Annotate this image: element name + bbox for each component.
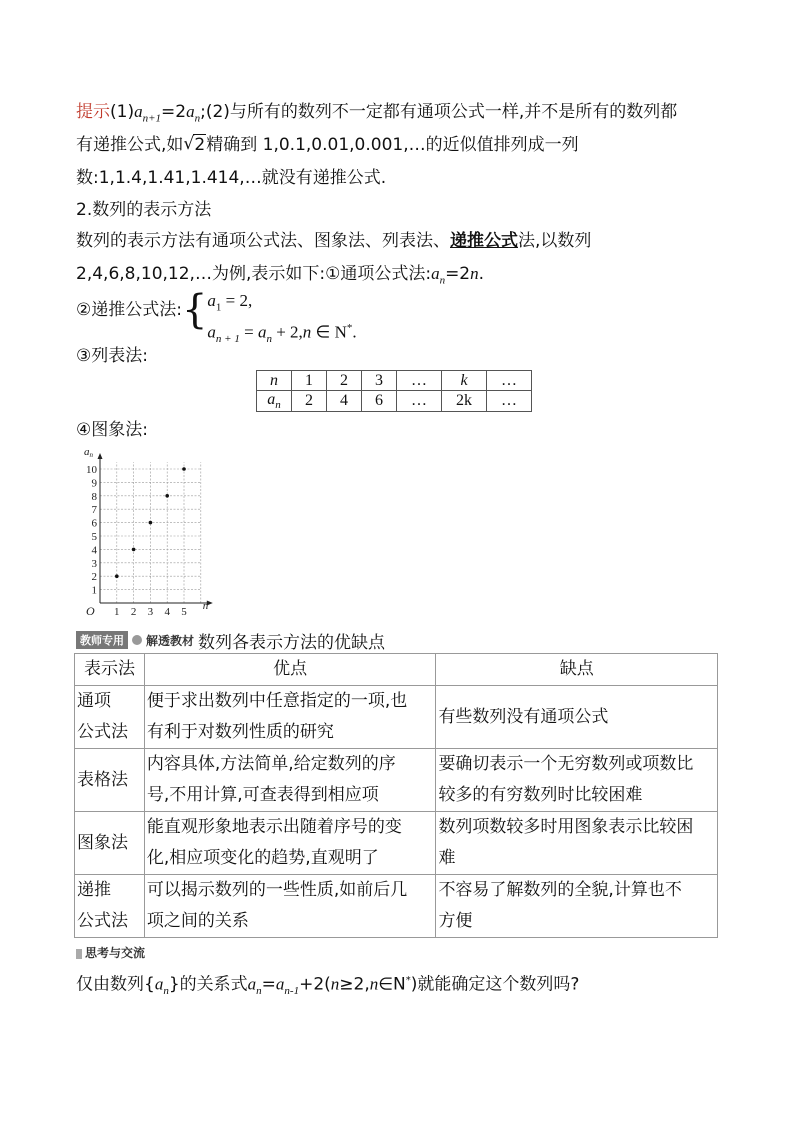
y-tick-label: 7 [91,504,97,517]
teacher-tag: 教师专用 [76,631,128,649]
bold-keyword: 递推公式 [450,231,518,251]
table-row: 递推 公式法 可以揭示数列的一些性质,如前后几 项之间的关系 不容易了解数列的全貌,计算也不 方便 [75,875,718,938]
y-axis-label: an [84,446,93,459]
y-tick-label: 4 [91,544,97,557]
x-tick-label: 5 [181,606,187,618]
table-row: n 1 2 3 … k … [257,371,532,391]
bookmark-icon [76,949,82,959]
hint-line-3: 数:1,1.4,1.41,1.414,…就没有递推公式. [76,168,387,188]
y-tick-label: 10 [86,464,97,476]
circle-icon [132,635,142,645]
table-row: 表格法 内容具体,方法简单,给定数列的序 号,不用计算,可查表得到相应项 要确切表示一个无穷数列或项数比 较多的有穷数列时比较困难 [75,749,718,812]
section-title: 2.数列的表示方法 [76,200,212,220]
graph-label: ④图象法: [76,420,148,440]
data-point [149,521,153,525]
x-tick-label: 1 [114,606,120,618]
table-row: 通项 公式法 便于求出数列中任意指定的一项,也 有利于对数列性质的研究 有些数列没有通项公式 [75,686,718,749]
section-line-1: 数列的表示方法有通项公式法、图象法、列表法、递推公式法,以数列 [76,231,592,251]
hint-label: 提示 [76,102,110,122]
data-point [182,467,186,471]
comparison-table [74,653,718,938]
x-tick-label: 3 [147,606,154,618]
teacher-banner [76,630,386,653]
x-tick-label: 2 [130,606,137,618]
data-point [115,574,119,578]
y-axis-arrow [98,453,103,459]
y-tick-label: 6 [91,517,97,530]
chart-axes [98,453,213,606]
y-tick-label: 8 [91,490,97,503]
chart-ticks [86,464,187,618]
think-label: 思考与交流 [76,944,145,961]
y-tick-label: 3 [91,557,97,570]
sqrt-symbol: √ 2 [183,134,206,156]
y-tick-label: 5 [91,531,97,543]
sequence-table [256,370,532,412]
recursive-formula: ②递推公式法$:\{a_1 = 2$, $a_{n + 1} = a_n + 2,n$ ∈ N*. [76,287,357,346]
banner-title: 数列各表示方法的优缺点 [198,632,386,653]
banner-subtitle: 解透教材 [146,633,195,648]
x-tick-label: 4 [164,606,170,618]
data-point [165,494,169,498]
origin-label: O [86,604,95,618]
x-axis-label: n [202,600,209,612]
list-label: ③列表法: [76,346,148,366]
data-point [132,548,136,552]
y-tick-label: 1 [91,584,97,597]
chart-grid [100,462,201,603]
table-header-row: 表示法 优点 缺点 [75,654,718,686]
hint-line-1: 提示$(1)a_{n+1}=2a_n;(2)$与所有的数列不一定都有通项公式一样,并不是所有的数列都 [76,102,678,125]
brace-icon: { [181,287,208,333]
table-row: $a_n$ 2 4 6 … 2k … [257,391,532,412]
hint-line-2: 有递推公式,如√ 2精确到 1,0.1,0.01,0.001,…的近似值排列成一列 [76,134,579,156]
table-row: 图象法 能直观形象地表示出随着序号的变 化,相应项变化的趋势,直观明了 数列项数较多时用图象表示比较困 难 [75,812,718,875]
sequence-chart [78,443,218,618]
y-tick-label: 9 [91,477,97,490]
y-tick-label: 2 [91,571,97,584]
section-line-2: 2,4,6,8,10,12,…为例,表示如下:①通项公式法$:a_n=2n$. [76,264,485,287]
think-question: 仅由数列$\{a_n\}$的关系式$a_n=a_{n-1}+2(n\ge 2,n\in N^*)$就能确定这个数列吗? [76,974,580,998]
